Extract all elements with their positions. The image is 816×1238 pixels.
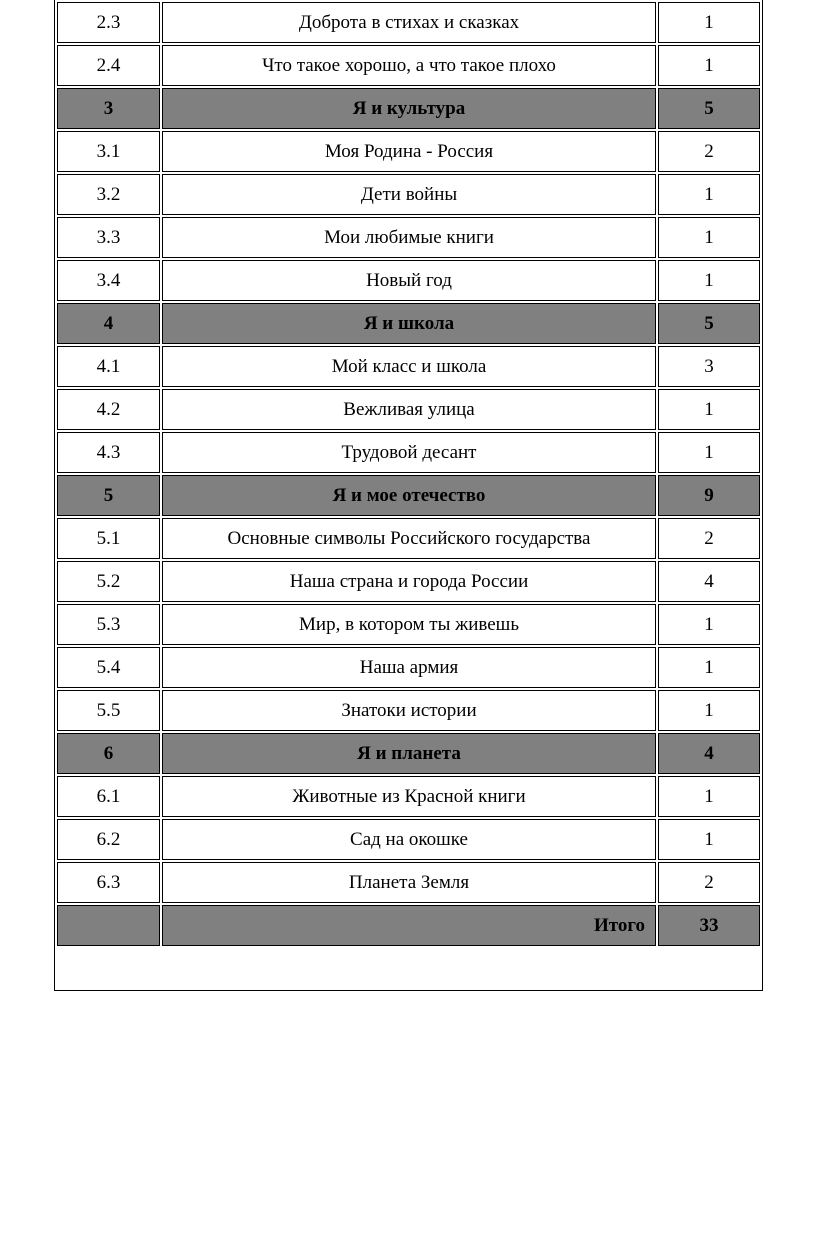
cell-hours: 1: [658, 2, 760, 43]
table-row: [57, 346, 760, 387]
cell-number: 6.1: [57, 776, 160, 817]
table-row: [57, 690, 760, 731]
table-row: [57, 45, 760, 86]
cell-number: 5.3: [57, 604, 160, 645]
cell-number: 6.3: [57, 862, 160, 903]
cell-number: 4.1: [57, 346, 160, 387]
cell-number: 5.2: [57, 561, 160, 602]
cell-hours: 2: [658, 862, 760, 903]
cell-topic: Наша страна и города России: [162, 561, 656, 602]
cell-topic: Основные символы Российского государства: [162, 518, 656, 559]
cell-hours: 1: [658, 690, 760, 731]
section-number: 3: [57, 88, 160, 129]
cell-topic: Наша армия: [162, 647, 656, 688]
cell-number: 2.3: [57, 2, 160, 43]
cell-topic: Моя Родина - Россия: [162, 131, 656, 172]
cell-hours: 4: [658, 561, 760, 602]
cell-hours: 1: [658, 389, 760, 430]
table-row: [57, 174, 760, 215]
curriculum-table: [55, 0, 762, 948]
cell-topic: Что такое хорошо, а что такое плохо: [162, 45, 656, 86]
table-row: [57, 432, 760, 473]
table-row: [57, 647, 760, 688]
cell-hours: 1: [658, 174, 760, 215]
cell-hours: 1: [658, 776, 760, 817]
cell-hours: 1: [658, 432, 760, 473]
total-hours: 33: [658, 905, 760, 946]
cell-hours: 2: [658, 131, 760, 172]
cell-topic: Мои любимые книги: [162, 217, 656, 258]
cell-number: 4.3: [57, 432, 160, 473]
table-row: [57, 131, 760, 172]
cell-topic: Мой класс и школа: [162, 346, 656, 387]
cell-topic: Животные из Красной книги: [162, 776, 656, 817]
cell-number: 5.1: [57, 518, 160, 559]
section-title: Я и школа: [162, 303, 656, 344]
section-hours: 5: [658, 303, 760, 344]
section-title: Я и мое отечество: [162, 475, 656, 516]
cell-hours: 1: [658, 260, 760, 301]
total-row: [57, 905, 760, 946]
cell-hours: 1: [658, 819, 760, 860]
cell-hours: 1: [658, 604, 760, 645]
cell-number: 5.5: [57, 690, 160, 731]
cell-number: 3.2: [57, 174, 160, 215]
table-row: [57, 604, 760, 645]
cell-topic: Знатоки истории: [162, 690, 656, 731]
section-hours: 5: [658, 88, 760, 129]
cell-topic: Дети войны: [162, 174, 656, 215]
cell-number: 3.3: [57, 217, 160, 258]
table-row: [57, 518, 760, 559]
table-row: [57, 217, 760, 258]
table-row: [57, 260, 760, 301]
cell-topic: Мир, в котором ты живешь: [162, 604, 656, 645]
section-title: Я и планета: [162, 733, 656, 774]
section-row: [57, 733, 760, 774]
section-row: [57, 303, 760, 344]
section-number: 5: [57, 475, 160, 516]
cell-number: 2.4: [57, 45, 160, 86]
cell-topic: Сад на окошке: [162, 819, 656, 860]
table-row: [57, 819, 760, 860]
section-number: 6: [57, 733, 160, 774]
section-hours: 4: [658, 733, 760, 774]
cell-hours: 1: [658, 45, 760, 86]
cell-topic: Вежливая улица: [162, 389, 656, 430]
cell-topic: Планета Земля: [162, 862, 656, 903]
cell-hours: 1: [658, 217, 760, 258]
table-row: [57, 862, 760, 903]
section-title: Я и культура: [162, 88, 656, 129]
curriculum-table-frame: [54, 0, 763, 991]
cell-number: 4.2: [57, 389, 160, 430]
cell-topic: Трудовой десант: [162, 432, 656, 473]
section-row: [57, 88, 760, 129]
table-row: [57, 2, 760, 43]
cell-topic: Новый год: [162, 260, 656, 301]
cell-number: 3.4: [57, 260, 160, 301]
cell-topic: Доброта в стихах и сказках: [162, 2, 656, 43]
cell-number: 6.2: [57, 819, 160, 860]
cell-hours: 3: [658, 346, 760, 387]
total-label: Итого: [162, 905, 656, 946]
table-body: [57, 2, 760, 946]
total-empty-cell: [57, 905, 160, 946]
cell-hours: 2: [658, 518, 760, 559]
table-row: [57, 561, 760, 602]
section-hours: 9: [658, 475, 760, 516]
table-row: [57, 389, 760, 430]
section-row: [57, 475, 760, 516]
cell-number: 5.4: [57, 647, 160, 688]
cell-hours: 1: [658, 647, 760, 688]
cell-number: 3.1: [57, 131, 160, 172]
section-number: 4: [57, 303, 160, 344]
table-row: [57, 776, 760, 817]
